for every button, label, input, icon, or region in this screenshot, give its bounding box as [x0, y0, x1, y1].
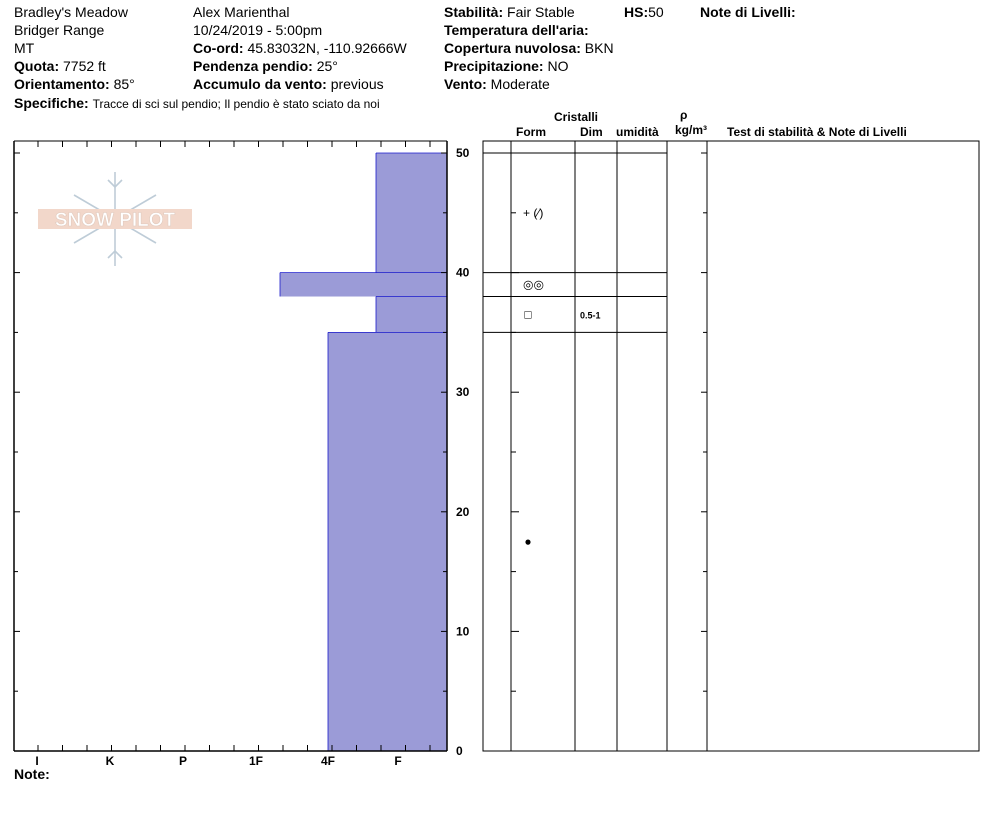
x-tick-label-P: P: [178, 754, 188, 768]
crystal-form-0: + (∕): [523, 205, 544, 220]
watermark-text: SNOW PILOT: [54, 210, 176, 231]
dim-header: Dim: [580, 125, 603, 139]
y-tick-label: 50: [456, 146, 470, 160]
crystal-form-1: ◎◎: [523, 277, 544, 292]
moisture-header: umidità: [616, 125, 659, 139]
slope-label: Pendenza pendio:: [193, 58, 313, 74]
density-symbol: ρ: [680, 108, 688, 122]
crystal-table: [483, 141, 979, 751]
density-unit: kg/m³: [675, 123, 708, 137]
x-tick-label-4F: 4F: [320, 754, 336, 768]
specifics-label: Specifiche:: [14, 95, 89, 111]
form-header: Form: [516, 125, 546, 139]
table-frame: [483, 141, 979, 751]
aspect-label: Orientamento:: [14, 76, 110, 92]
x-tick-label-1F: 1F: [248, 754, 264, 768]
wind-label: Vento:: [444, 76, 487, 92]
snowpilot-watermark: [38, 172, 192, 266]
wind-load-value: previous: [330, 76, 384, 92]
state-name: MT: [14, 40, 35, 56]
air-temp-label: Temperatura dell'aria:: [444, 22, 589, 38]
layer-bars: [280, 153, 447, 751]
coord-value: 45.83032N, -110.92666W: [247, 40, 407, 56]
range-name: Bridger Range: [14, 22, 105, 38]
layer-bar-1: [280, 273, 447, 297]
x-tick-label-I: I: [35, 754, 39, 768]
stability-value: Fair Stable: [507, 4, 575, 20]
slope-value: 25°: [316, 58, 338, 74]
aspect-value: 85°: [113, 76, 135, 92]
layer-notes-label: Note di Livelli:: [700, 4, 796, 20]
specifics-value: Tracce di sci sul pendio; Il pendio è stato sciato da noi: [92, 97, 380, 111]
hs-label: HS:: [624, 4, 649, 20]
location-name: Bradley's Meadow: [14, 4, 128, 20]
y-tick-label: 40: [456, 265, 470, 280]
y-tick-label: 0: [456, 744, 463, 758]
notes-label: Note:: [14, 766, 50, 782]
precip-label: Precipitazione:: [444, 58, 544, 74]
layer-bar-2: [376, 297, 447, 333]
x-tick-label-K: K: [105, 754, 115, 768]
hs-value: 50: [648, 4, 664, 20]
stability-tests-header: Test di stabilità & Note di Livelli: [727, 125, 907, 139]
crystal-form-3: ●: [524, 534, 532, 549]
wind-value: Moderate: [490, 76, 550, 92]
x-tick-label-F: F: [394, 754, 402, 768]
y-tick-label: 30: [456, 385, 470, 400]
layer-bar-3: [328, 332, 447, 751]
elevation-value: 7752 ft: [63, 58, 106, 74]
observer-name: Alex Marienthal: [193, 4, 290, 20]
y-tick-label: 20: [456, 504, 470, 519]
crystal-size-2: 0.5-1: [580, 310, 601, 321]
stability-label: Stabilità:: [444, 4, 504, 20]
wind-load-label: Accumulo da vento:: [193, 76, 327, 92]
crystal-form-2: □: [524, 307, 532, 322]
observation-datetime: 10/24/2019 - 5:00pm: [193, 22, 323, 38]
cloud-label: Copertura nuvolosa:: [444, 40, 581, 56]
crystals-header: Cristalli: [554, 110, 599, 124]
coord-label: Co-ord:: [193, 40, 244, 56]
layer-bar-0: [376, 153, 447, 273]
y-tick-label: 10: [456, 624, 470, 639]
cloud-value: BKN: [584, 40, 614, 56]
precip-value: NO: [547, 58, 569, 74]
elevation-label: Quota:: [14, 58, 60, 74]
